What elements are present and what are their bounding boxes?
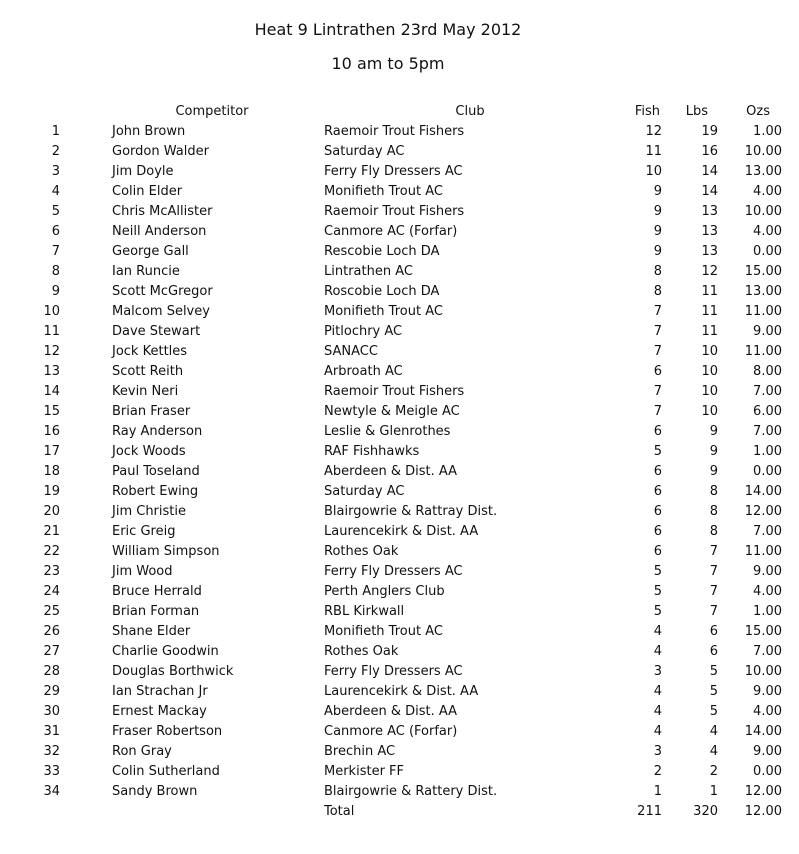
rank-cell: 20 — [43, 504, 60, 519]
table-row — [0, 782, 799, 802]
fish-cell: 4 — [653, 644, 662, 659]
rank-cell: 32 — [43, 744, 60, 759]
lbs-cell: 9 — [709, 444, 718, 459]
total-fish: 211 — [637, 804, 662, 819]
rank-cell: 25 — [43, 604, 60, 619]
club-cell: Aberdeen & Dist. AA — [324, 704, 458, 719]
lbs-cell: 10 — [701, 344, 718, 359]
rank-cell: 8 — [51, 264, 60, 279]
competitor-cell: Malcom Selvey — [112, 304, 210, 319]
lbs-cell: 10 — [701, 384, 718, 399]
lbs-cell: 10 — [701, 364, 718, 379]
club-cell: Saturday AC — [324, 484, 405, 499]
table-row — [0, 422, 799, 442]
table-row — [0, 302, 799, 322]
results-table — [0, 122, 799, 802]
fish-cell: 3 — [653, 664, 662, 679]
table-row — [0, 522, 799, 542]
header-lbs: Lbs — [685, 104, 708, 119]
lbs-cell: 14 — [701, 164, 718, 179]
rank-cell: 10 — [43, 304, 60, 319]
lbs-cell: 12 — [701, 264, 718, 279]
fish-cell: 7 — [653, 324, 662, 339]
total-ozs: 12.00 — [744, 804, 782, 819]
lbs-cell: 7 — [709, 604, 718, 619]
lbs-cell: 6 — [709, 644, 718, 659]
ozs-cell: 15.00 — [744, 264, 782, 279]
fish-cell: 7 — [653, 344, 662, 359]
rank-cell: 17 — [43, 444, 60, 459]
fish-cell: 5 — [653, 604, 662, 619]
competitor-cell: Neill Anderson — [112, 224, 207, 239]
club-cell: Rothes Oak — [324, 644, 399, 659]
ozs-cell: 13.00 — [744, 164, 782, 179]
club-cell: Monifieth Trout AC — [324, 304, 443, 319]
competitor-cell: Fraser Robertson — [112, 724, 223, 739]
club-cell: Newtyle & Meigle AC — [324, 404, 460, 419]
club-cell: Canmore AC (Forfar) — [324, 224, 458, 239]
table-row — [0, 542, 799, 562]
competitor-cell: Scott McGregor — [112, 284, 213, 299]
rank-cell: 2 — [51, 144, 60, 159]
fish-cell: 9 — [653, 224, 662, 239]
table-row — [0, 202, 799, 222]
table-row — [0, 122, 799, 142]
fish-cell: 8 — [653, 264, 662, 279]
ozs-cell: 8.00 — [753, 364, 782, 379]
table-row — [0, 482, 799, 502]
rank-cell: 15 — [43, 404, 60, 419]
fish-cell: 3 — [653, 744, 662, 759]
ozs-cell: 12.00 — [744, 784, 782, 799]
competitor-cell: Charlie Goodwin — [112, 644, 219, 659]
competitor-cell: Ron Gray — [112, 744, 172, 759]
rank-cell: 12 — [43, 344, 60, 359]
competitor-cell: Kevin Neri — [112, 384, 179, 399]
club-cell: Raemoir Trout Fishers — [324, 124, 465, 139]
ozs-cell: 1.00 — [753, 124, 782, 139]
fish-cell: 10 — [645, 164, 662, 179]
competitor-cell: Paul Toseland — [112, 464, 200, 479]
rank-cell: 13 — [43, 364, 60, 379]
lbs-cell: 13 — [701, 244, 718, 259]
rank-cell: 31 — [43, 724, 60, 739]
club-cell: Arbroath AC — [324, 364, 403, 379]
table-row — [0, 662, 799, 682]
lbs-cell: 9 — [709, 464, 718, 479]
lbs-cell: 4 — [709, 724, 718, 739]
competitor-cell: Ian Strachan Jr — [112, 684, 208, 699]
rank-cell: 14 — [43, 384, 60, 399]
lbs-cell: 1 — [709, 784, 718, 799]
lbs-cell: 5 — [709, 684, 718, 699]
club-cell: RBL Kirkwall — [324, 604, 405, 619]
lbs-cell: 11 — [701, 324, 718, 339]
competitor-cell: George Gall — [112, 244, 189, 259]
competitor-cell: Gordon Walder — [112, 144, 209, 159]
competitor-cell: Jock Woods — [112, 444, 186, 459]
club-cell: Monifieth Trout AC — [324, 184, 443, 199]
fish-cell: 8 — [653, 284, 662, 299]
competitor-cell: Brian Fraser — [112, 404, 191, 419]
club-cell: Ferry Fly Dressers AC — [324, 664, 463, 679]
competitor-cell: Jim Christie — [112, 504, 186, 519]
rank-cell: 22 — [43, 544, 60, 559]
ozs-cell: 12.00 — [744, 504, 782, 519]
club-cell: Monifieth Trout AC — [324, 624, 443, 639]
table-row — [0, 722, 799, 742]
header-fish: Fish — [634, 104, 660, 119]
rank-cell: 7 — [51, 244, 60, 259]
table-row — [0, 442, 799, 462]
rank-cell: 5 — [51, 204, 60, 219]
ozs-cell: 14.00 — [744, 484, 782, 499]
table-row — [0, 222, 799, 242]
ozs-cell: 11.00 — [744, 344, 782, 359]
ozs-cell: 7.00 — [753, 424, 782, 439]
total-label: Total — [324, 804, 355, 819]
lbs-cell: 8 — [709, 484, 718, 499]
fish-cell: 6 — [653, 484, 662, 499]
lbs-cell: 6 — [709, 624, 718, 639]
ozs-cell: 10.00 — [744, 664, 782, 679]
fish-cell: 7 — [653, 384, 662, 399]
ozs-cell: 10.00 — [744, 144, 782, 159]
fish-cell: 12 — [645, 124, 662, 139]
table-row — [0, 622, 799, 642]
lbs-cell: 13 — [701, 204, 718, 219]
rank-cell: 29 — [43, 684, 60, 699]
ozs-cell: 11.00 — [744, 544, 782, 559]
table-row — [0, 342, 799, 362]
ozs-cell: 4.00 — [753, 224, 782, 239]
ozs-cell: 1.00 — [753, 444, 782, 459]
club-cell: Blairgowrie & Rattery Dist. — [324, 784, 498, 799]
competitor-cell: John Brown — [112, 124, 186, 139]
club-cell: Raemoir Trout Fishers — [324, 384, 465, 399]
lbs-cell: 14 — [701, 184, 718, 199]
fish-cell: 5 — [653, 564, 662, 579]
ozs-cell: 9.00 — [753, 564, 782, 579]
lbs-cell: 2 — [709, 764, 718, 779]
rank-cell: 9 — [51, 284, 60, 299]
club-cell: Laurencekirk & Dist. AA — [324, 684, 479, 699]
lbs-cell: 16 — [701, 144, 718, 159]
club-cell: Canmore AC (Forfar) — [324, 724, 458, 739]
ozs-cell: 7.00 — [753, 384, 782, 399]
competitor-cell: Jim Doyle — [112, 164, 174, 179]
club-cell: Ferry Fly Dressers AC — [324, 164, 463, 179]
total-row — [0, 802, 799, 822]
total-lbs: 320 — [693, 804, 718, 819]
competitor-cell: Jim Wood — [112, 564, 173, 579]
fish-cell: 11 — [645, 144, 662, 159]
ozs-cell: 4.00 — [753, 704, 782, 719]
club-cell: Merkister FF — [324, 764, 404, 779]
table-row — [0, 762, 799, 782]
ozs-cell: 4.00 — [753, 584, 782, 599]
lbs-cell: 9 — [709, 424, 718, 439]
rank-cell: 19 — [43, 484, 60, 499]
table-row — [0, 642, 799, 662]
fish-cell: 7 — [653, 304, 662, 319]
club-cell: Laurencekirk & Dist. AA — [324, 524, 479, 539]
table-row — [0, 282, 799, 302]
header-competitor: Competitor — [175, 104, 249, 119]
club-cell: Ferry Fly Dressers AC — [324, 564, 463, 579]
rank-cell: 6 — [51, 224, 60, 239]
lbs-cell: 5 — [709, 664, 718, 679]
competitor-cell: Brian Forman — [112, 604, 200, 619]
table-row — [0, 462, 799, 482]
club-cell: Leslie & Glenrothes — [324, 424, 451, 439]
ozs-cell: 0.00 — [753, 764, 782, 779]
lbs-cell: 13 — [701, 224, 718, 239]
lbs-cell: 7 — [709, 564, 718, 579]
competitor-cell: Shane Elder — [112, 624, 191, 639]
rank-cell: 18 — [43, 464, 60, 479]
fish-cell: 6 — [653, 544, 662, 559]
rank-cell: 4 — [51, 184, 60, 199]
competitor-cell: Jock Kettles — [112, 344, 188, 359]
ozs-cell: 1.00 — [753, 604, 782, 619]
competitor-cell: Dave Stewart — [112, 324, 201, 339]
page-title: Heat 9 Lintrathen 23rd May 2012 — [254, 20, 522, 39]
ozs-cell: 13.00 — [744, 284, 782, 299]
ozs-cell: 7.00 — [753, 644, 782, 659]
ozs-cell: 9.00 — [753, 684, 782, 699]
competitor-cell: Ernest Mackay — [112, 704, 207, 719]
rank-cell: 23 — [43, 564, 60, 579]
competitor-cell: Scott Reith — [112, 364, 184, 379]
club-cell: Perth Anglers Club — [324, 584, 445, 599]
competitor-cell: William Simpson — [112, 544, 220, 559]
table-row — [0, 322, 799, 342]
lbs-cell: 11 — [701, 284, 718, 299]
fish-cell: 4 — [653, 724, 662, 739]
club-cell: Raemoir Trout Fishers — [324, 204, 465, 219]
rank-cell: 1 — [51, 124, 60, 139]
club-cell: RAF Fishhawks — [324, 444, 420, 459]
fish-cell: 5 — [653, 444, 662, 459]
table-row — [0, 602, 799, 622]
competitor-cell: Chris McAllister — [112, 204, 213, 219]
club-cell: SANACC — [324, 344, 378, 359]
club-cell: Aberdeen & Dist. AA — [324, 464, 458, 479]
club-cell: Lintrathen AC — [324, 264, 413, 279]
ozs-cell: 0.00 — [753, 464, 782, 479]
competitor-cell: Colin Elder — [112, 184, 183, 199]
fish-cell: 6 — [653, 524, 662, 539]
fish-cell: 4 — [653, 704, 662, 719]
club-cell: Rothes Oak — [324, 544, 399, 559]
table-row — [0, 382, 799, 402]
rank-cell: 21 — [43, 524, 60, 539]
lbs-cell: 8 — [709, 504, 718, 519]
rank-cell: 16 — [43, 424, 60, 439]
fish-cell: 9 — [653, 244, 662, 259]
fish-cell: 2 — [653, 764, 662, 779]
lbs-cell: 10 — [701, 404, 718, 419]
fish-cell: 1 — [653, 784, 662, 799]
ozs-cell: 9.00 — [753, 324, 782, 339]
lbs-cell: 5 — [709, 704, 718, 719]
rank-cell: 28 — [43, 664, 60, 679]
competitor-cell: Sandy Brown — [112, 784, 198, 799]
table-row — [0, 562, 799, 582]
lbs-cell: 7 — [709, 544, 718, 559]
table-row — [0, 402, 799, 422]
ozs-cell: 9.00 — [753, 744, 782, 759]
table-row — [0, 262, 799, 282]
ozs-cell: 4.00 — [753, 184, 782, 199]
competitor-cell: Bruce Herrald — [112, 584, 202, 599]
competitor-cell: Douglas Borthwick — [112, 664, 234, 679]
rank-cell: 33 — [43, 764, 60, 779]
table-row — [0, 582, 799, 602]
ozs-cell: 0.00 — [753, 244, 782, 259]
competitor-cell: Colin Sutherland — [112, 764, 220, 779]
competitor-cell: Robert Ewing — [112, 484, 199, 499]
competitor-cell: Eric Greig — [112, 524, 176, 539]
lbs-cell: 19 — [701, 124, 718, 139]
lbs-cell: 4 — [709, 744, 718, 759]
table-row — [0, 502, 799, 522]
rank-cell: 30 — [43, 704, 60, 719]
table-row — [0, 142, 799, 162]
fish-cell: 6 — [653, 464, 662, 479]
ozs-cell: 14.00 — [744, 724, 782, 739]
table-row — [0, 742, 799, 762]
lbs-cell: 8 — [709, 524, 718, 539]
club-cell: Brechin AC — [324, 744, 396, 759]
rank-cell: 24 — [43, 584, 60, 599]
fish-cell: 9 — [653, 184, 662, 199]
club-cell: Pitlochry AC — [324, 324, 403, 339]
fish-cell: 6 — [653, 424, 662, 439]
header-ozs: Ozs — [746, 104, 770, 119]
competitor-cell: Ray Anderson — [112, 424, 203, 439]
club-cell: Rescobie Loch DA — [324, 244, 440, 259]
rank-cell: 27 — [43, 644, 60, 659]
rank-cell: 11 — [43, 324, 60, 339]
rank-cell: 3 — [51, 164, 60, 179]
table-row — [0, 162, 799, 182]
competitor-cell: Ian Runcie — [112, 264, 180, 279]
club-cell: Saturday AC — [324, 144, 405, 159]
fish-cell: 6 — [653, 504, 662, 519]
ozs-cell: 6.00 — [753, 404, 782, 419]
fish-cell: 5 — [653, 584, 662, 599]
ozs-cell: 11.00 — [744, 304, 782, 319]
fish-cell: 4 — [653, 624, 662, 639]
fish-cell: 9 — [653, 204, 662, 219]
lbs-cell: 11 — [701, 304, 718, 319]
fish-cell: 4 — [653, 684, 662, 699]
table-row — [0, 242, 799, 262]
ozs-cell: 10.00 — [744, 204, 782, 219]
rank-cell: 26 — [43, 624, 60, 639]
ozs-cell: 7.00 — [753, 524, 782, 539]
table-row — [0, 362, 799, 382]
rank-cell: 34 — [43, 784, 60, 799]
fish-cell: 7 — [653, 404, 662, 419]
ozs-cell: 15.00 — [744, 624, 782, 639]
table-row — [0, 702, 799, 722]
table-row — [0, 182, 799, 202]
club-cell: Blairgowrie & Rattray Dist. — [324, 504, 498, 519]
table-header — [0, 104, 799, 124]
table-row — [0, 682, 799, 702]
fish-cell: 6 — [653, 364, 662, 379]
club-cell: Roscobie Loch DA — [324, 284, 440, 299]
page-subtitle: 10 am to 5pm — [331, 54, 445, 73]
header-club: Club — [455, 104, 485, 119]
lbs-cell: 7 — [709, 584, 718, 599]
